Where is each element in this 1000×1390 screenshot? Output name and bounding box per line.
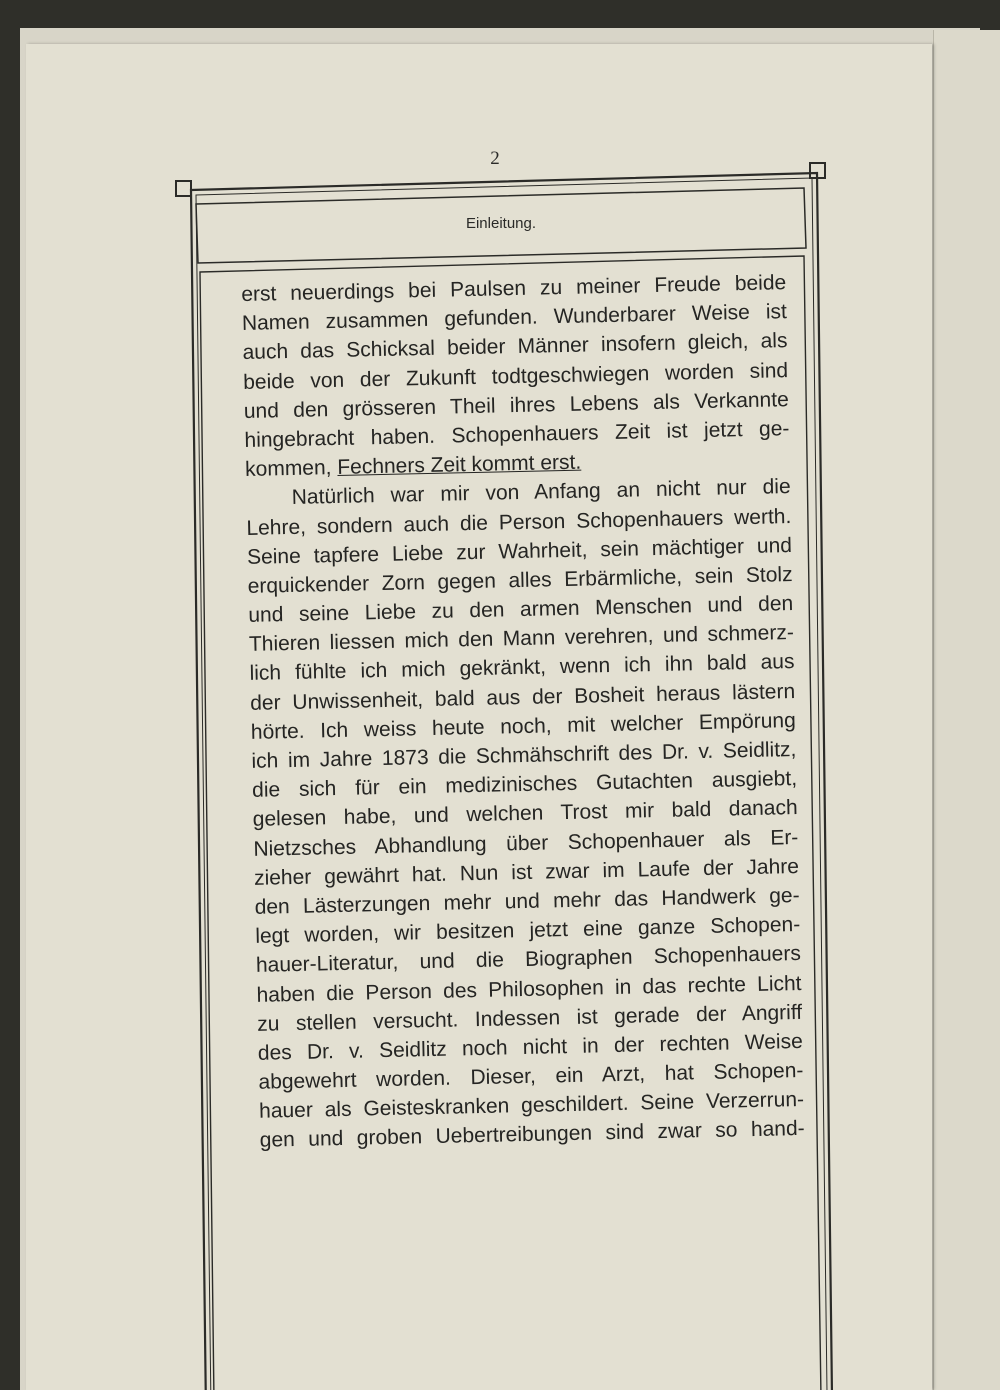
text-line: Seine tapfere Liebe zur Wahrheit, sein mächtiger und: [246, 533, 793, 569]
corner-square-top-left: [176, 181, 191, 196]
text-line: Lehre, sondern auch die Person Schopenhauers werth.: [246, 504, 792, 540]
text-line: und seine Liebe zu den armen Menschen und den: [248, 592, 794, 627]
text-line: erquickender Zorn gegen alles Erbärmliche, sein Stolz: [247, 562, 793, 598]
text-line: den Lästerzungen mehr und mehr das Handwerk ge-: [254, 883, 800, 919]
text-line: Namen zusammen gefunden. Wunderbarer Weise ist: [241, 300, 788, 336]
text-line: beide von der Zukunft todtgeschwiegen worden sind: [242, 358, 789, 394]
text-line: hingebracht haben. Schopenhauers Zeit ist jetzt ge-: [244, 417, 790, 452]
text-line: hauer als Geisteskranken geschildert. Seine Verzerrun-: [258, 1088, 805, 1124]
text-line: Thieren liessen mich den Mann verehren, und schmerz-: [248, 621, 795, 657]
text-line: hörte. Ich weiss heute noch, mit welcher Empörung: [250, 708, 796, 744]
text-line: auch das Schicksal beider Männer insofern gleich, als: [242, 329, 788, 365]
text-line: lich fühlte ich mich gekränkt, wenn ich ihn bald aus: [249, 650, 795, 686]
text-line: und den grösseren Theil ihres Lebens als Verkannte: [243, 387, 789, 423]
text-line: gelesen habe, und welchen Trost mir bald danach: [252, 796, 798, 832]
text-line: Nietzsches Abhandlung über Schopenhauer als Er-: [253, 825, 799, 861]
text-line: legt worden, wir besitzen jetzt eine ganze Schopen-: [255, 913, 801, 948]
text-line: zieher gewährt hat. Nun ist zwar im Laufe der Jahre: [253, 854, 800, 890]
text-line: haben die Person des Philosophen in das rechte Licht: [256, 971, 802, 1007]
body-text: [241, 268, 805, 1155]
page-number: 2: [490, 148, 500, 169]
text-line: hauer-Literatur, und die Biographen Schopenhauers: [255, 942, 802, 978]
text-line: gen und groben Uebertreibungen sind zwar so hand-: [259, 1117, 805, 1153]
text-line: zu stellen versucht. Indessen ist gerade der Angriff: [256, 1000, 803, 1036]
running-header: Einleitung.: [465, 215, 537, 232]
text-line: des Dr. v. Seidlitz noch nicht in der rechten Weise: [257, 1029, 803, 1065]
underlined-phrase: Fechners Zeit kommt erst.: [337, 450, 582, 480]
text-fragment: kommen,: [244, 456, 338, 482]
text-line: erst neuerdings bei Paulsen zu meiner Freude beide: [241, 271, 787, 306]
text-line: der Unwissenheit, bald aus der Bosheit heraus lästern: [249, 679, 796, 715]
text-line: die sich für ein medizinisches Gutachten ausgiebt,: [251, 767, 798, 803]
text-line: abgewehrt worden. Dieser, ein Arzt, hat Schopen-: [258, 1058, 804, 1094]
paragraph-start: Natürlich war mir von Anfang an nicht nur die: [291, 475, 791, 510]
text-line: ich im Jahre 1873 die Schmähschrift des Dr. v. Seidlitz,: [251, 737, 797, 773]
